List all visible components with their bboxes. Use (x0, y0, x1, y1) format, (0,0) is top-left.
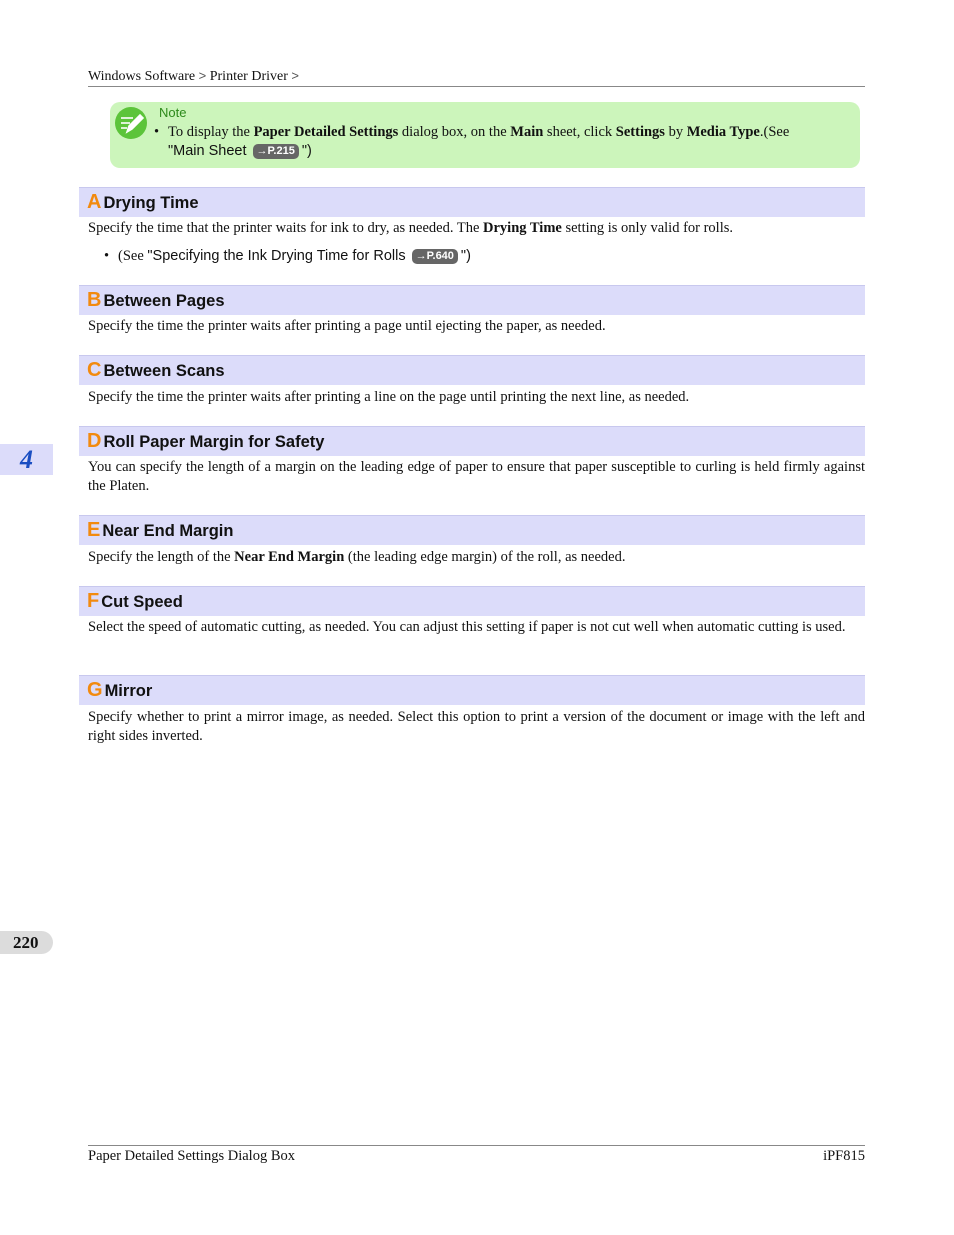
section-letter: E (87, 519, 101, 541)
breadcrumb-separator: > (291, 68, 299, 83)
section-heading-drying-time (79, 187, 865, 217)
page-ref-badge[interactable]: →P.215 (253, 144, 299, 159)
list-item: • (See "Specifying the Ink Drying Time for Rolls →P.640 ") (104, 248, 471, 264)
section-text-cut-speed: Select the speed of automatic cutting, as needed. You can adjust this setting if paper is not cut well when automatic cutting is used. (88, 619, 846, 635)
section-heading-mirror (79, 675, 865, 705)
section-heading-roll-paper-margin (79, 426, 865, 456)
section-heading-cut-speed (79, 586, 865, 616)
footer-title: Paper Detailed Settings Dialog Box (88, 1148, 295, 1164)
bullet: • (154, 124, 160, 140)
section-title: Between Pages (103, 292, 225, 310)
section-heading-near-end-margin (79, 515, 865, 545)
section-text-near-end-margin: Specify the length of the Near End Margin (the leading edge margin) of the roll, as needed. (88, 549, 626, 565)
section-text-between-pages: Specify the time the printer waits after printing a page until ejecting the paper, as needed. (88, 318, 606, 334)
note-box (110, 102, 860, 168)
main-sheet-link[interactable]: "Main Sheet (168, 143, 247, 159)
section-title: Near End Margin (102, 522, 234, 540)
bullet: • (104, 248, 110, 264)
chapter-tab (0, 444, 53, 475)
section-text-drying-time: Specify the time that the printer waits for ink to dry, as needed. The Drying Time setting is only valid for rolls. (88, 220, 734, 236)
breadcrumb-printer-driver[interactable]: Printer Driver (209, 69, 288, 84)
section-heading-between-pages (79, 285, 865, 315)
section-text-between-scans: Specify the time the printer waits after printing a line on the page until printing the next line, as needed. (88, 389, 690, 405)
section-letter: A (87, 191, 102, 213)
note-title: Note (159, 105, 187, 120)
section-text-mirror: Specify whether to print a mirror image, as needed. Select this option to print a version of the document or image with the left and right sides inverted. (88, 709, 865, 744)
breadcrumb (88, 66, 865, 87)
section-title: Cut Speed (101, 593, 183, 611)
section-title: Between Scans (103, 362, 225, 380)
section-title: Drying Time (103, 194, 199, 212)
footer-model: iPF815 (823, 1148, 865, 1164)
page-ref-badge[interactable]: →P.640 (412, 249, 458, 264)
section-letter: C (87, 359, 102, 381)
section-letter: D (87, 430, 102, 452)
page-number-tab (0, 931, 53, 954)
section-text-roll-paper-margin: You can specify the length of a margin on the leading edge of paper to ensure that paper susceptible to curling is held firmly against the Platen. (88, 459, 865, 494)
section-title: Roll Paper Margin for Safety (103, 433, 325, 451)
section-heading-between-scans (79, 355, 865, 385)
pencil-note-icon (114, 106, 148, 140)
breadcrumb-separator: > (198, 68, 207, 83)
footer (88, 1145, 865, 1166)
breadcrumb-windows-software[interactable]: Windows Software (88, 69, 196, 84)
page-number: 220 (13, 933, 39, 952)
note-text: • To display the Paper Detailed Settings dialog box, on the Main sheet, click Settings by Media Type.(See "Main Sheet →P.215 ") (154, 124, 790, 159)
section-letter: F (87, 590, 100, 612)
section-letter: G (87, 679, 103, 701)
section-letter: B (87, 289, 102, 311)
ink-drying-time-link[interactable]: "Specifying the Ink Drying Time for Rolls (147, 248, 406, 264)
chapter-number: 4 (20, 445, 33, 474)
section-title: Mirror (104, 682, 153, 700)
